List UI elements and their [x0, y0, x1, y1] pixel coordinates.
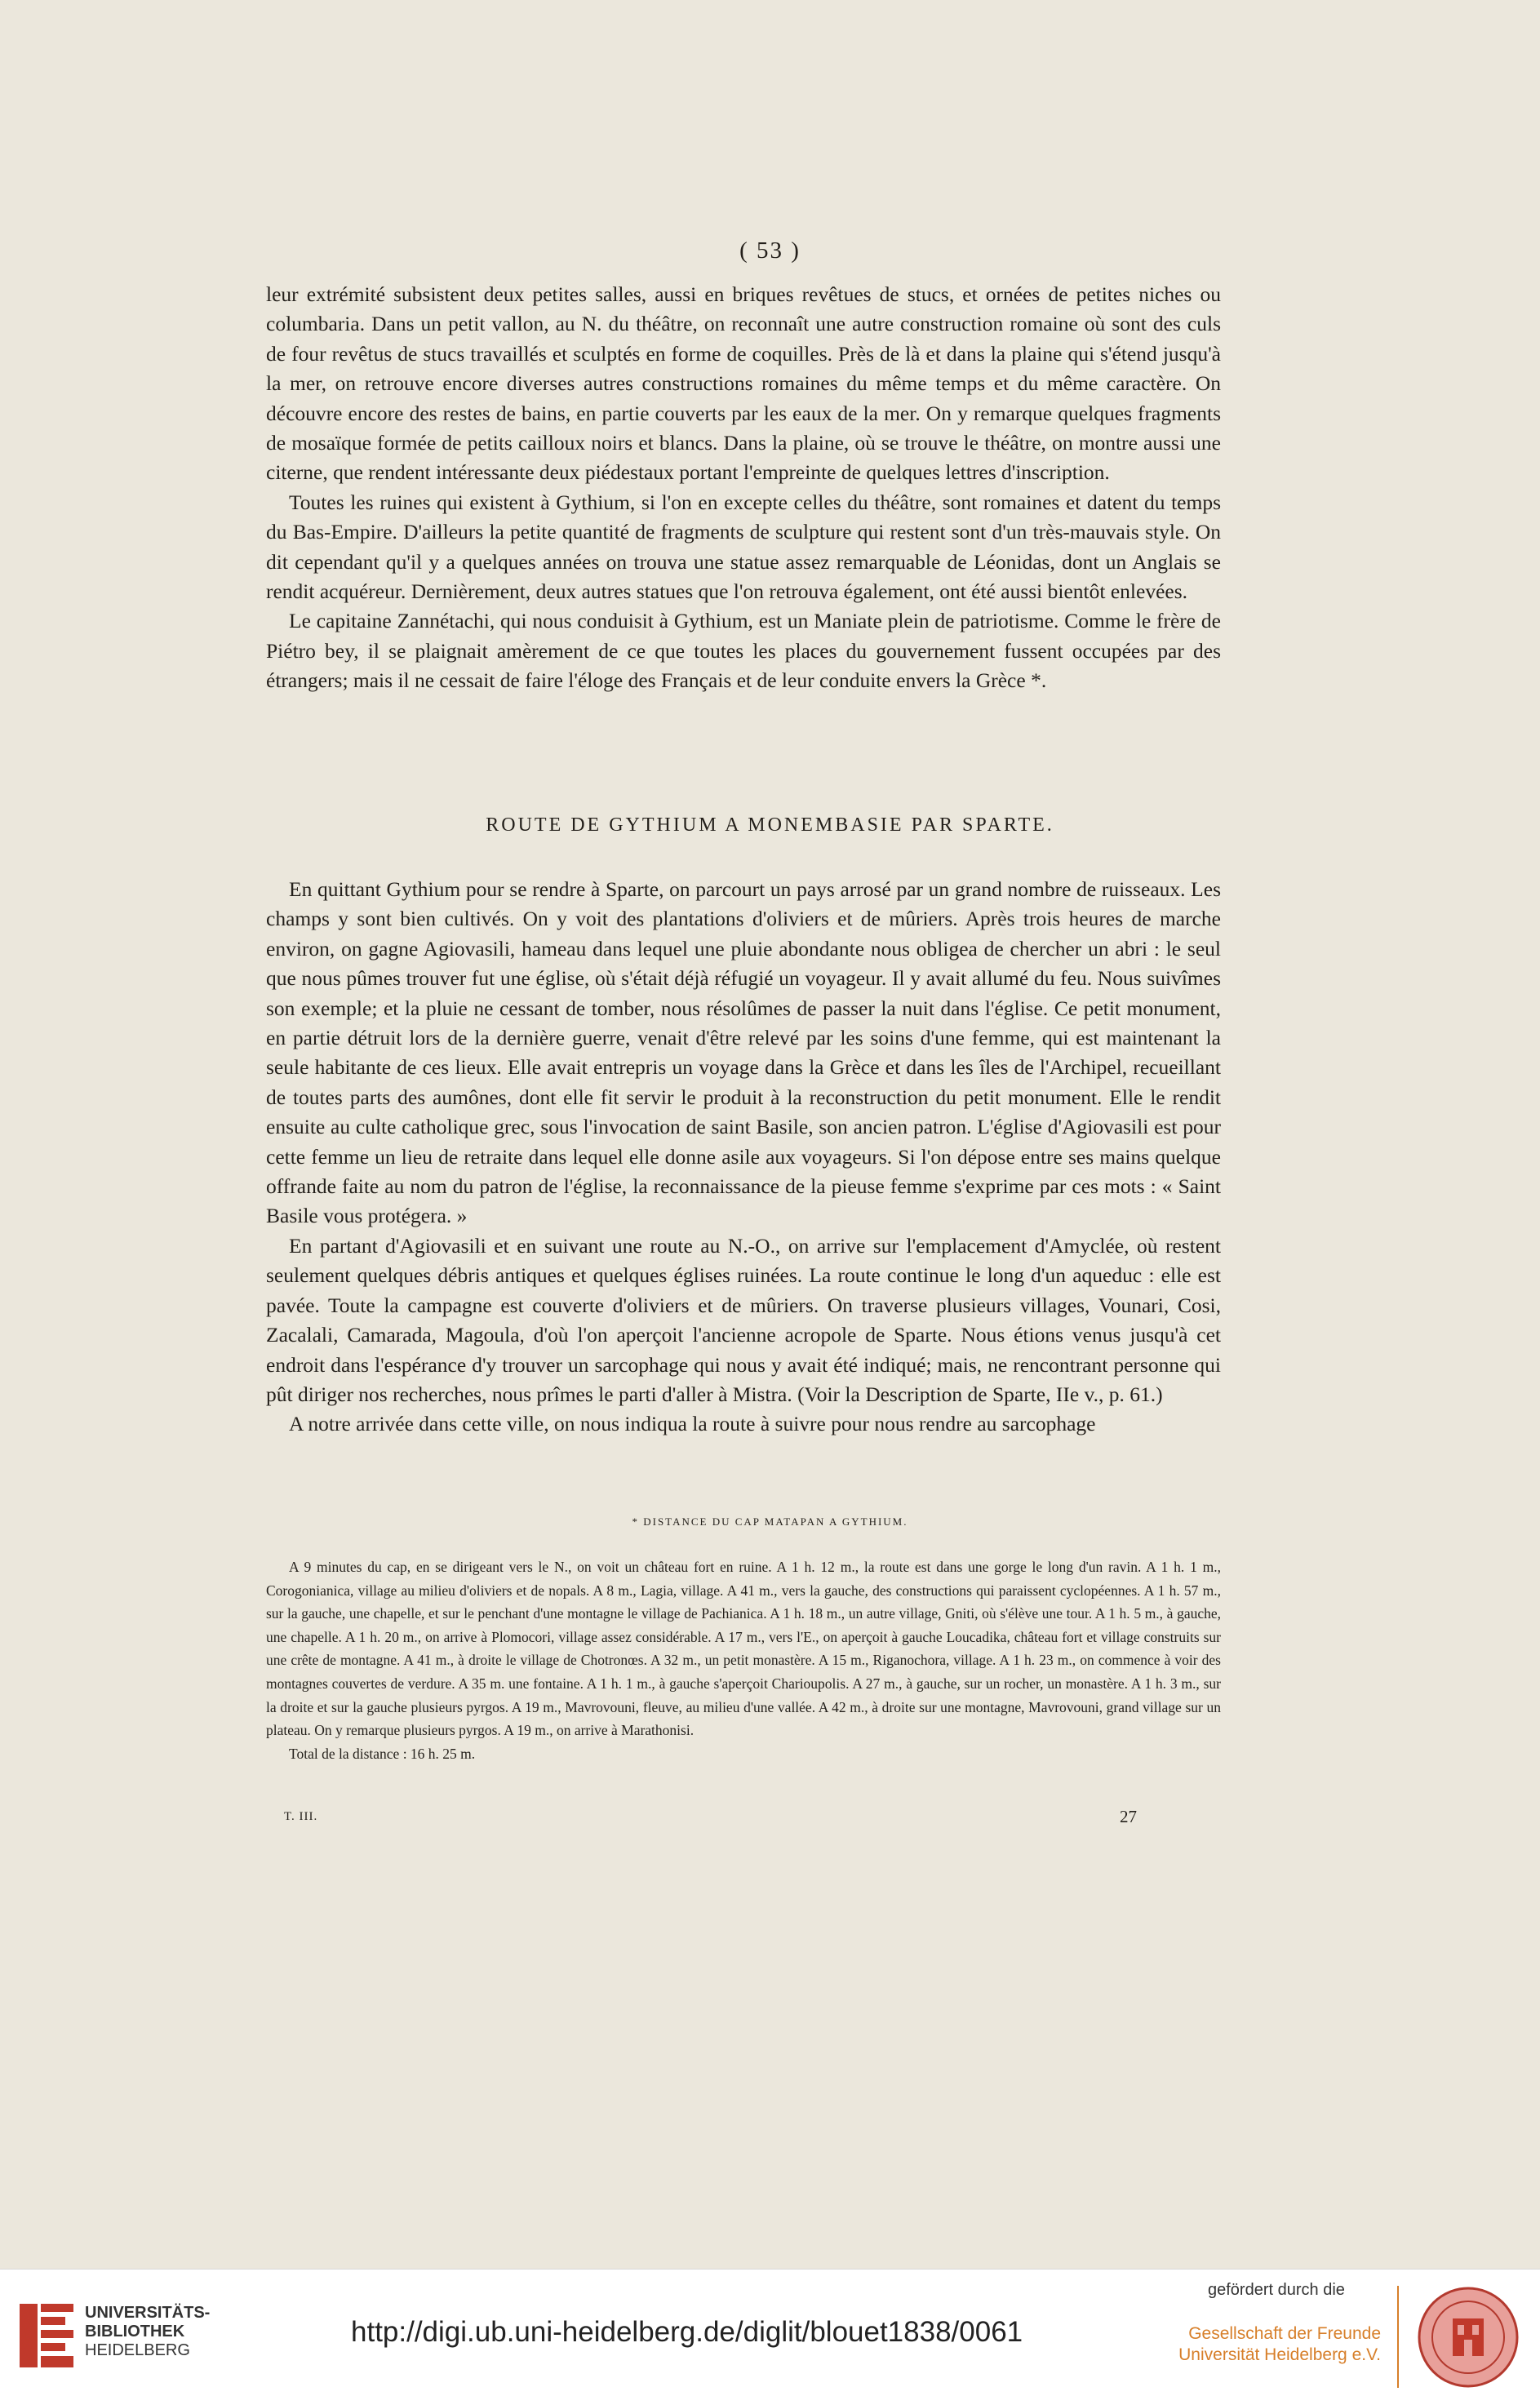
footnote-total: Total de la distance : 16 h. 25 m.: [289, 1745, 476, 1762]
paragraph: En quittant Gythium pour se rendre à Sparte, on parcourt un pays arrosé par un grand nombre de ruisseaux. Les champs y sont bien cultivés. On y voit des plantations d'oliviers et de mûriers. Après trois heures de marche environ, on gagne Agiovasili, hameau dans lequel une pluie abondante nous obligea de chercher un abri : le seul que nous pûmes trouver fut une église, où s'était déjà réfugié un voyageur. Il y avait allumé du feu. Nous suivîmes son exemple; et la pluie ne cessant de tomber, nous résolûmes de passer la nuit dans l'église. Ce petit monument, en partie détruit lors de la dernière guerre, venait d'être relevé par les soins d'une femme, qui est maintenant la seule habitante de ces lieux. Elle avait entrepris un voyage dans la Grèce et dans les îles de l'Archipel, recueillant de toutes parts des aumônes, dont elle fit servir le produit à la reconstruction du petit monument. Elle le rendit ensuite au culte catholique grec, sous l'invocation de saint Basile, son ancien patron. L'église d'Agiovasili est pour cette femme un lieu de retraite dans lequel elle donne asile aux voyageurs. Si l'on dépose entre ses mains quelque offrande faite au nom du patron de l'église, la reconnaissance de la pieuse femme s'exprime par ces mots : « Saint Basile vous protégera. »: [266, 877, 1221, 1228]
university-line: HEIDELBERG: [85, 2341, 190, 2359]
text-block-bottom: [266, 875, 1221, 1440]
funded-by-label: gefördert durch die: [1208, 2281, 1345, 2299]
permalink-url[interactable]: http://digi.ub.uni-heidelberg.de/diglit/blouet1838/0061: [351, 2316, 1023, 2348]
footnote-title: * DISTANCE DU CAP MATAPAN A GYTHIUM.: [632, 1515, 908, 1528]
seal-icon: [1417, 2286, 1520, 2389]
paragraph: leur extrémité subsistent deux petites salles, aussi en briques revêtues de stucs, et ornées de petites niches ou columbaria. Dans un petit vallon, au N. du théâtre, on reconnaît une autre construction romaine où sont des culs de four revêtus de stucs travaillés et sculptés en forme de coquilles. Près de là et dans la plaine qui s'étend jusqu'à la mer, on retrouve encore diverses autres constructions romaines du même temps et du même caractère. On découvre encore des restes de bains, en partie couverts par les eaux de la mer. On y remarque quelques fragments de mosaïque formée de petits cailloux noirs et blancs. Dans la plaine, où se trouve le théâtre, on montre aussi une citerne, que rendent intéressante deux piédestaux portant l'empreinte de quelques lettres d'inscription.: [266, 282, 1221, 485]
paragraph: A notre arrivée dans cette ville, on nous indiqua la route à suivre pour nous rendre au sarcophage: [289, 1412, 1096, 1436]
sheet-number: 27: [1120, 1807, 1137, 1826]
footnote-paragraph: A 9 minutes du cap, en se dirigeant vers le N., on voit un château fort en ruine. A 1 h. 12 m., la route est dans une gorge le long d'un ravin. A 1 h. 1 m., Corogonianica, village au milieu d'oliviers et de nopals. A 8 m., Lagia, village. A 41 m., vers la gauche, des constructions qui paraissent cyclopéennes. A 1 h. 57 m., sur la gauche, une chapelle, et sur le penchant d'une montagne le village de Pachianica. A 1 h. 18 m., un autre village, Gniti, où s'élève une tour. A 1 h. 5 m., à gauche, une chapelle. A 1 h. 20 m., on arrive à Plomocori, village assez considérable. A 17 m., vers l'E., on aperçoit à gauche Loucadika, château fort et village construits sur une crête de montagne. A 41 m., à droite le village de Chotronœs. A 32 m., un petit monastère. A 15 m., Riganochora, village. A 1 h. 23 m., on commence à voir des montagnes couvertes de verdure. A 35 m. une fontaine. A 1 h. 1 m., à gauche s'aperçoit Charioupolis. A 27 m., à gauche, sur un rocher, un monastère. A 1 h. 3 m., sur la droite et sur la gauche plusieurs pyrgos. A 19 m., Mavrovouni, fleuve, au milieu d'une vallée. A 42 m., à droite sur une montagne, Mavrovouni, grand village sur un plateau. On y remarque plusieurs pyrgos. A 19 m., on arrive à Marathonisi.: [266, 1559, 1221, 1739]
paragraph: En partant d'Agiovasili et en suivant une route au N.-O., on arrive sur l'emplacement d'Amyclée, où restent seulement quelques débris antiques et quelques églises ruinées. La route continue le long d'un aqueduc : elle est pavée. Toute la campagne est couverte d'oliviers et de mûriers. On traverse plusieurs villages, Vounari, Cosi, Zacalali, Camarada, Magoula, d'où l'on aperçoit l'ancienne acropole de Sparte. Nous étions venus jusqu'à cet endroit dans l'espérance d'y trouver un sarcophage qui nous y avait été indiqué; mais, ne rencontrant personne qui pût diriger nos recherches, nous prîmes le parti d'aller à Mistra. (Voir la Description de Sparte, IIe v., p. 61.): [266, 1233, 1221, 1406]
university-library-logo-icon: [18, 2301, 75, 2371]
footnote: [266, 1555, 1221, 1765]
society-line: Gesellschaft der Freunde: [1188, 2324, 1381, 2343]
university-line: UNIVERSITÄTS-: [85, 2304, 211, 2322]
volume-signature: T. III.: [284, 1810, 318, 1823]
university-name: [85, 2304, 210, 2360]
text-block-top: [266, 280, 1221, 696]
society-line: Universität Heidelberg e.V.: [1178, 2345, 1381, 2364]
paragraph: Le capitaine Zannétachi, qui nous conduisit à Gythium, est un Maniate plein de patriotisme. Comme le frère de Piétro bey, il se plaignait amèrement de ce que toutes les places du gouvernement fussent occupées par des étrangers; mais il ne cessait de faire l'éloge des Français et de leur conduite envers la Grèce *.: [266, 609, 1221, 693]
footer-bar: [0, 2269, 1540, 2396]
university-line: BIBLIOTHEK: [85, 2323, 185, 2341]
section-heading: ROUTE DE GYTHIUM A MONEMBASIE PAR SPARTE.: [486, 814, 1054, 836]
page-number: ( 53 ): [739, 237, 801, 264]
divider: [1397, 2286, 1399, 2388]
society-name: [1178, 2323, 1381, 2366]
paragraph: Toutes les ruines qui existent à Gythium, si l'on en excepte celles du théâtre, sont romaines et datent du temps du Bas-Empire. D'ailleurs la petite quantité de fragments de sculpture qui restent sont d'un très-mauvais style. On dit cependant qu'il y a quelques années on trouva une statue assez remarquable de Léonidas, dont un Anglais se rendit acquéreur. Dernièrement, deux autres statues que l'on retrouva également, ont été aussi bientôt enlevées.: [266, 490, 1221, 604]
